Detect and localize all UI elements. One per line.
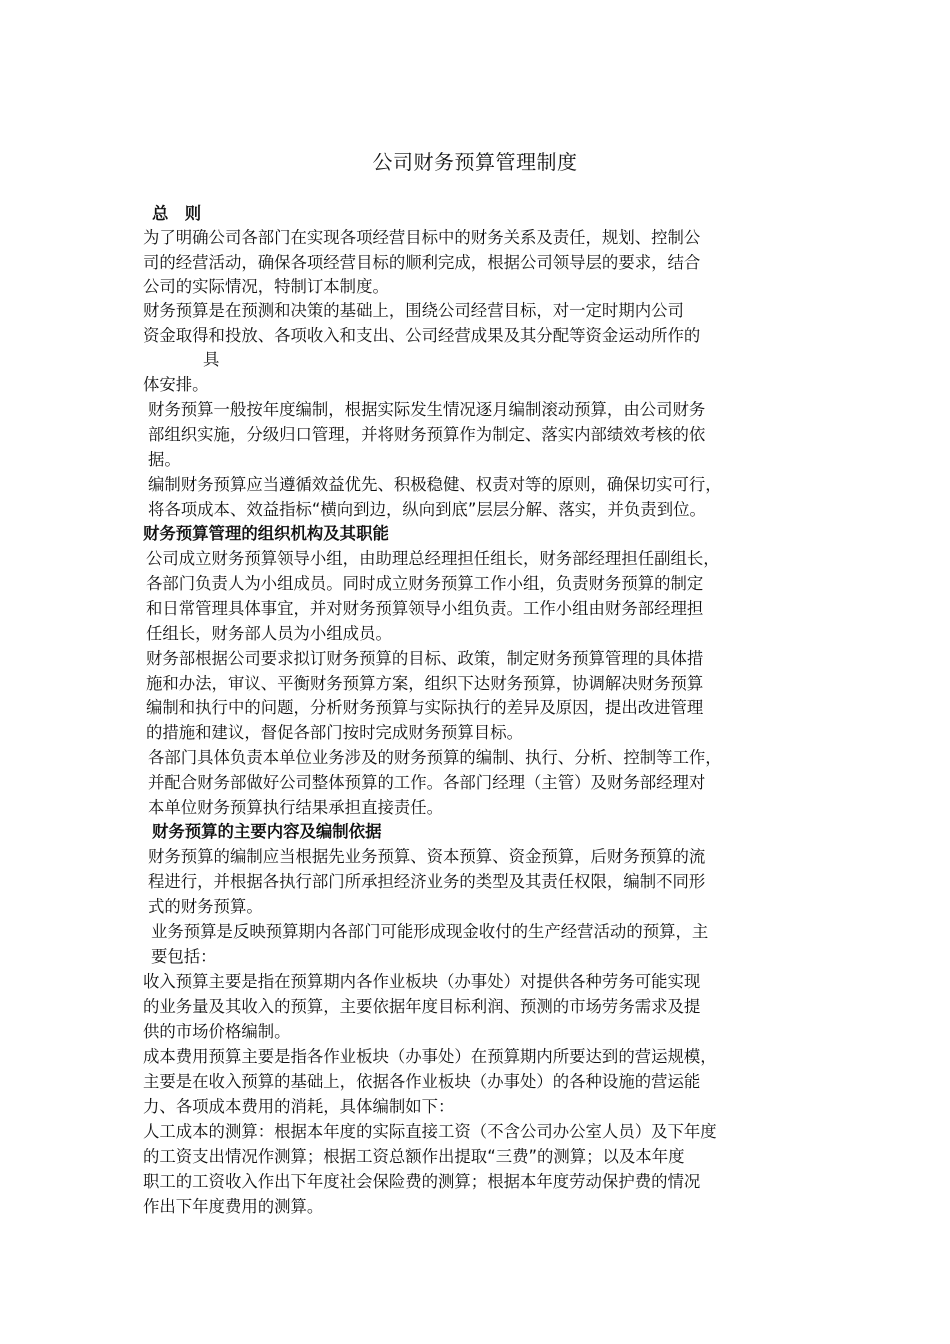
paragraph-line: 人工成本的测算：根据本年度的实际直接工资（不含公司办公室人员）及下年度 [143,1122,717,1141]
paragraph-line: 业务预算是反映预算期内各部门可能形成现金收付的生产经营活动的预算，主 [151,922,709,941]
paragraph-line: 将各项成本、效益指标“横向到边，纵向到底”层层分解、落实，并负责到位。 [148,500,706,519]
heading-organization: 财务预算管理的组织机构及其职能 [143,524,389,543]
paragraph-line: 部组织实施，分级归口管理，并将财务预算作为制定、落实内部绩效考核的依 [148,425,706,444]
paragraph-line: 的工资支出情况作测算；根据工资总额作出提取“三费”的测算；以及本年度 [143,1147,685,1166]
paragraph-line: 公司的实际情况，特制订本制度。 [143,277,389,296]
paragraph-line: 编制财务预算应当遵循效益优先、积极稳健、权责对等的原则，确保切实可行， [148,475,722,494]
paragraph-line: 编制和执行中的问题，分析财务预算与实际执行的差异及原因，提出改进管理 [146,698,704,717]
paragraph-line: 的措施和建议，督促各部门按时完成财务预算目标。 [146,723,523,742]
paragraph-line: 资金取得和投放、各项收入和支出、公司经营成果及其分配等资金运动所作的 [143,326,701,345]
paragraph-line: 财务预算是在预测和决策的基础上，围绕公司经营目标，对一定时期内公司 [143,301,684,320]
paragraph-line: 司的经营活动，确保各项经营目标的顺利完成，根据公司领导层的要求，结合 [143,253,701,272]
paragraph-line: 作出下年度费用的测算。 [143,1197,324,1216]
paragraph-line: 为了明确公司各部门在实现各项经营目标中的财务关系及责任，规划、控制公 [143,228,701,247]
paragraph-line: 供的市场价格编制。 [143,1022,291,1041]
paragraph-line: 任组长，财务部人员为小组成员。 [146,624,392,643]
paragraph-line: 各部门负责人为小组成员。同时成立财务预算工作小组，负责财务预算的制定 [146,574,704,593]
paragraph-line: 据。 [148,450,181,469]
paragraph-line: 职工的工资收入作出下年度社会保险费的测算；根据本年度劳动保护费的情况 [143,1172,701,1191]
paragraph-line: 要包括： [151,947,217,966]
paragraph-line: 各部门具体负责本单位业务涉及的财务预算的编制、执行、分析、控制等工作， [148,748,722,767]
paragraph-line: 收入预算主要是指在预算期内各作业板块（办事处）对提供各种劳务可能实现 [143,972,701,991]
paragraph-line: 具 [203,350,220,369]
paragraph-line: 施和办法，审议、平衡财务预算方案，组织下达财务预算，协调解决财务预算 [146,674,704,693]
paragraph-line: 公司成立财务预算领导小组，由助理总经理担任组长，财务部经理担任副组长， [146,549,720,568]
paragraph-line: 并配合财务部做好公司整体预算的工作。各部门经理（主管）及财务部经理对 [148,773,706,792]
paragraph-line: 程进行，并根据各执行部门所承担经济业务的类型及其责任权限，编制不同形 [148,872,706,891]
paragraph-line: 财务预算一般按年度编制，根据实际发生情况逐月编制滚动预算，由公司财务 [148,400,706,419]
paragraph-line: 力、各项成本费用的消耗，具体编制如下： [143,1097,455,1116]
heading-content: 财务预算的主要内容及编制依据 [152,822,382,841]
paragraph-line: 体安排。 [143,375,209,394]
paragraph-line: 式的财务预算。 [148,897,263,916]
paragraph-line: 主要是在收入预算的基础上，依据各作业板块（办事处）的各种设施的营运能 [143,1072,701,1091]
document-title: 公司财务预算管理制度 [372,150,578,174]
paragraph-line: 本单位财务预算执行结果承担直接责任。 [148,798,444,817]
paragraph-line: 财务预算的编制应当根据先业务预算、资本预算、资金预算，后财务预算的流 [148,847,706,866]
heading-general: 总 则 [152,204,202,223]
paragraph-line: 的业务量及其收入的预算，主要依据年度目标利润、预测的市场劳务需求及提 [143,997,701,1016]
paragraph-line: 成本费用预算主要是指各作业板块（办事处）在预算期内所要达到的营运规模， [143,1047,717,1066]
paragraph-line: 和日常管理具体事宜，并对财务预算领导小组负责。工作小组由财务部经理担 [146,599,704,618]
paragraph-line: 财务部根据公司要求拟订财务预算的目标、政策，制定财务预算管理的具体措 [146,649,704,668]
